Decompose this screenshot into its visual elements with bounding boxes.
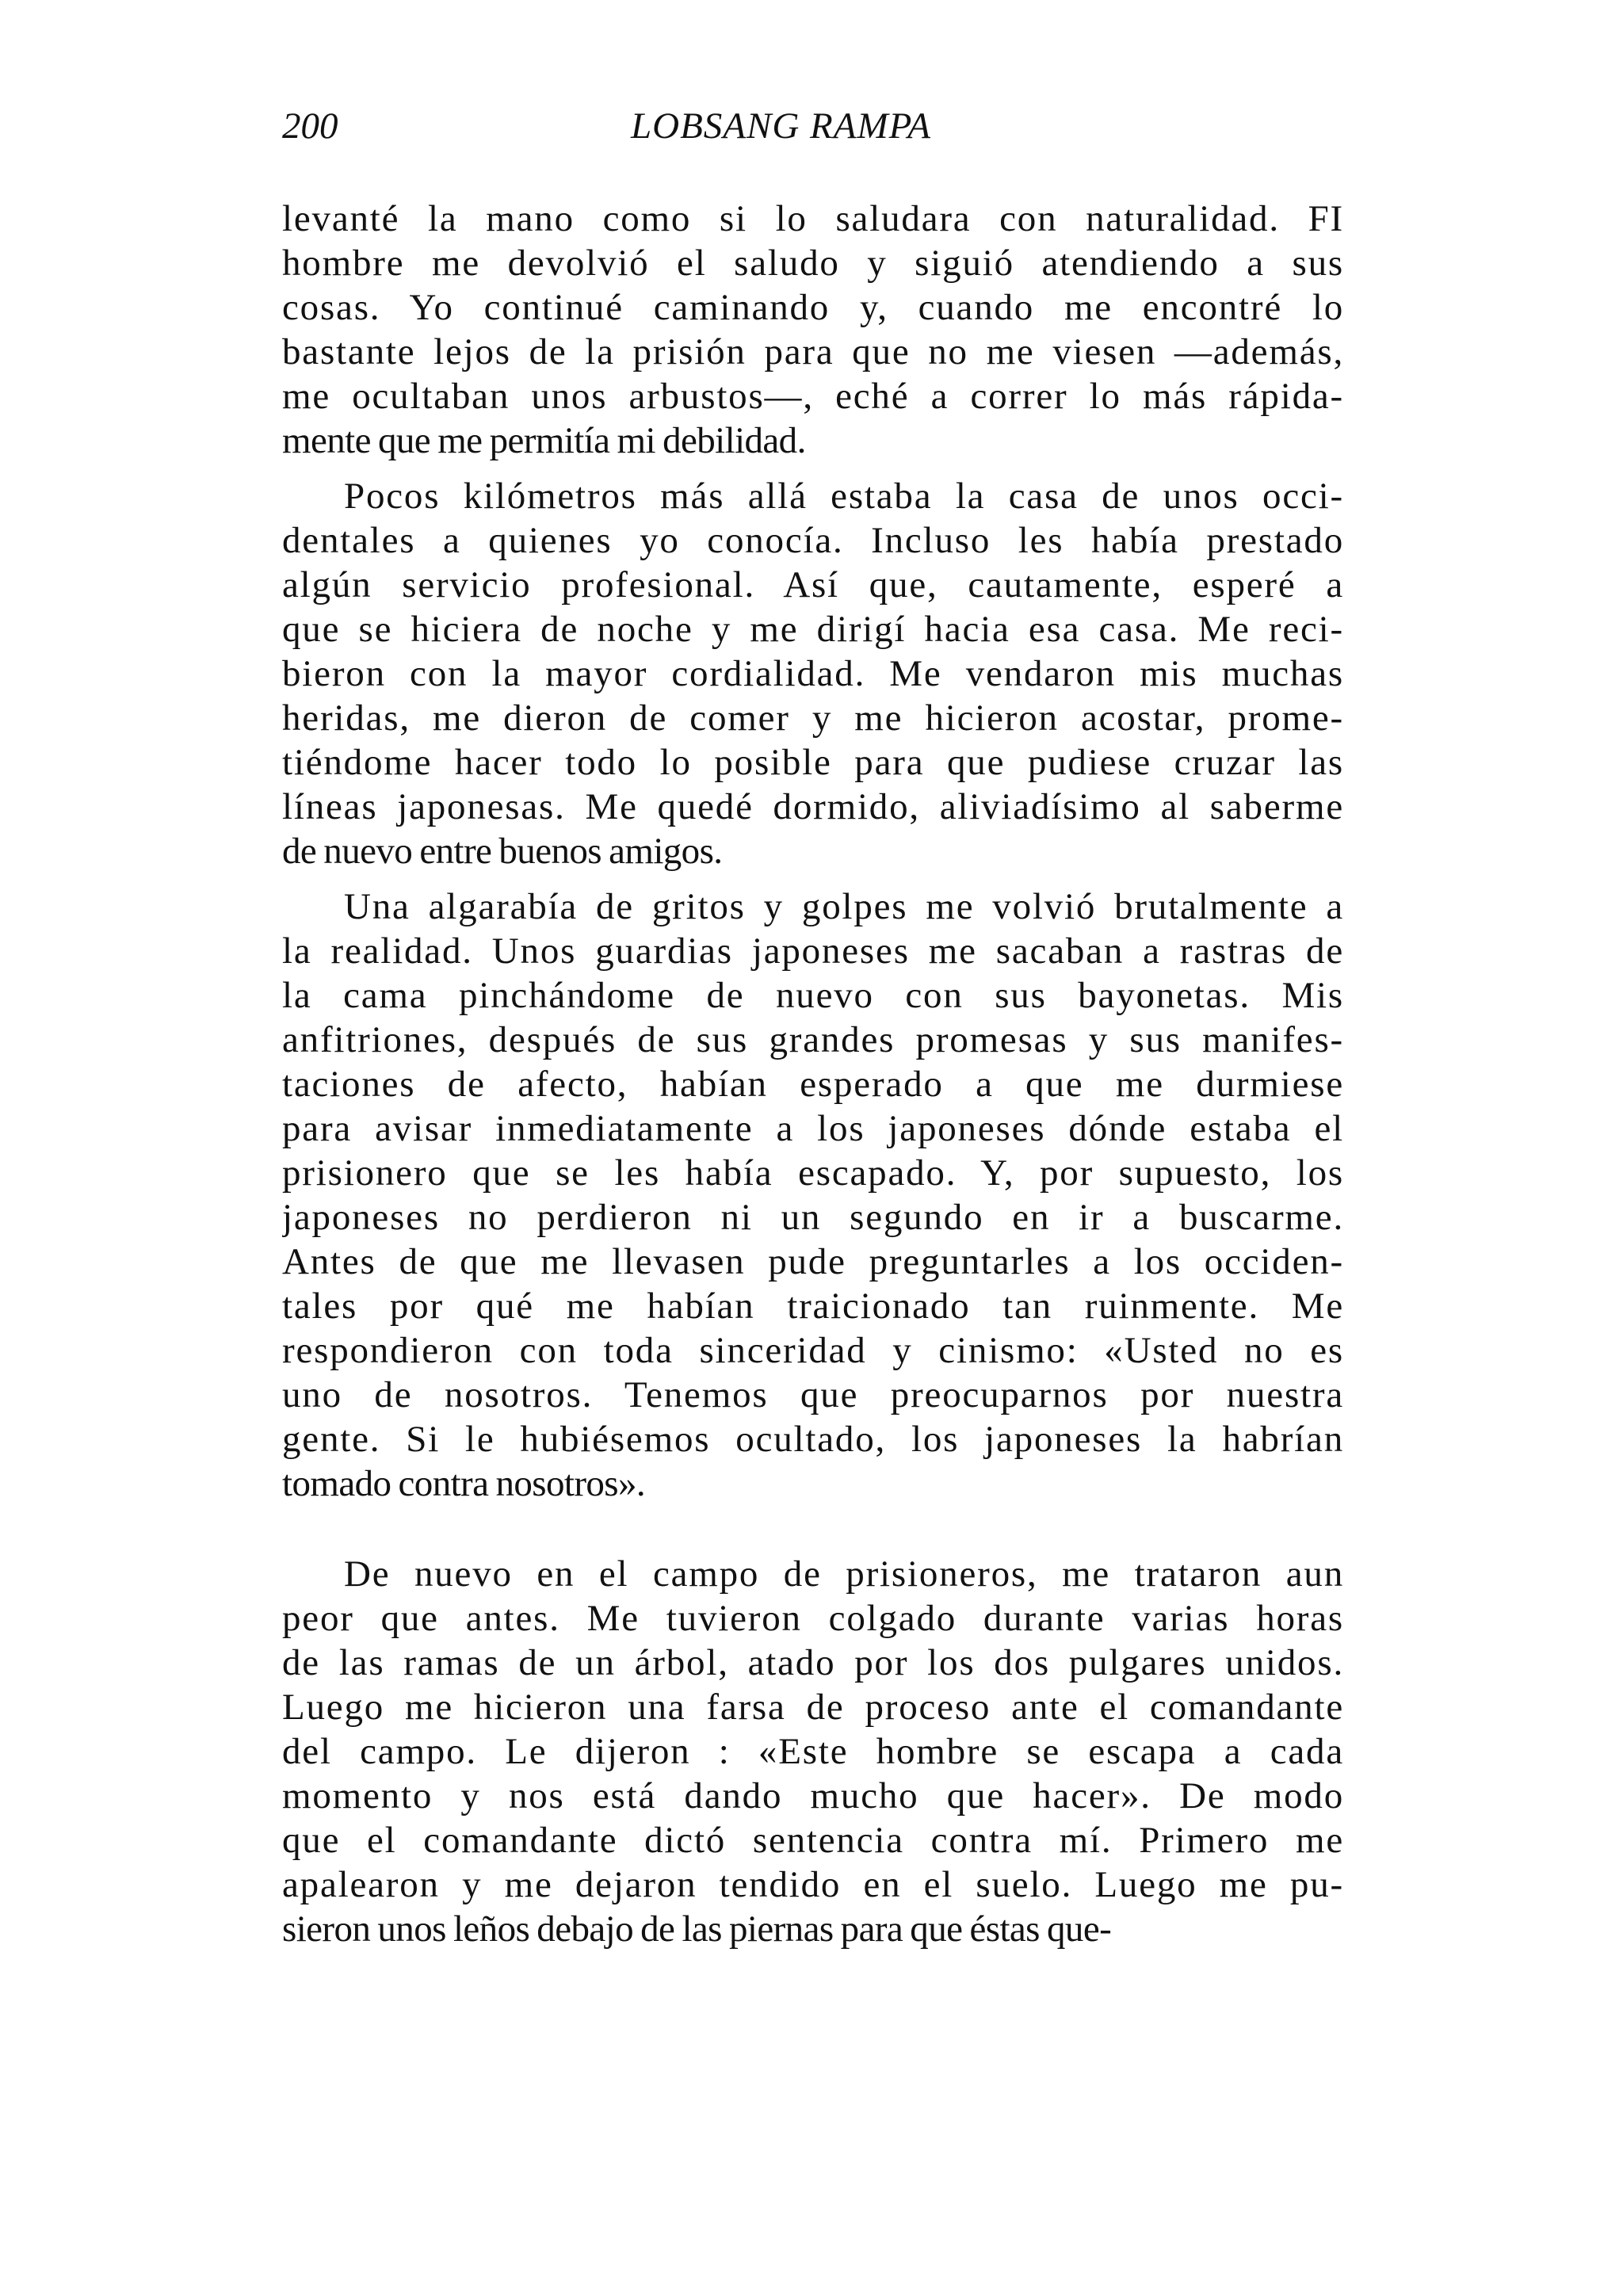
text-line: apalearon y me dejaron tendido en el suelo. Luego me pu- bbox=[282, 1864, 1344, 1905]
text-line: me ocultaban unos arbustos—, eché a correr lo más rápida- bbox=[282, 376, 1344, 417]
text-line: prisionero que se les había escapado. Y, por supuesto, los bbox=[282, 1152, 1344, 1194]
text-line: la cama pinchándome de nuevo con sus bayonetas. Mis bbox=[282, 975, 1344, 1016]
text-line: que se hiciera de noche y me dirigí hacia esa casa. Me reci- bbox=[282, 609, 1344, 650]
text-line: momento y nos está dando mucho que hacer». De modo bbox=[282, 1775, 1344, 1817]
text-line: sieron unos leños debajo de las piernas para que éstas que- bbox=[282, 1908, 1112, 1950]
text-line: bieron con la mayor cordialidad. Me vendaron mis muchas bbox=[282, 653, 1344, 694]
text-line: de las ramas de un árbol, atado por los dos pulgares unidos. bbox=[282, 1642, 1344, 1683]
text-line: bastante lejos de la prisión para que no me viesen —además, bbox=[282, 331, 1344, 372]
text-line: que el comandante dictó sentencia contra mí. Primero me bbox=[282, 1820, 1344, 1861]
text-line: Pocos kilómetros más allá estaba la casa de unos occi- bbox=[344, 476, 1344, 517]
text-line: De nuevo en el campo de prisioneros, me trataron aun bbox=[344, 1553, 1344, 1595]
text-line: gente. Si le hubiésemos ocultado, los japoneses la habrían bbox=[282, 1419, 1344, 1460]
text-line: heridas, me dieron de comer y me hicieron acostar, prome- bbox=[282, 697, 1344, 739]
paragraph bbox=[282, 884, 1344, 1506]
text-line: mente que me permitía mi debilidad. bbox=[282, 420, 806, 461]
paragraph bbox=[282, 197, 1344, 463]
running-head bbox=[282, 105, 1344, 152]
paragraph bbox=[282, 1552, 1344, 1951]
text-line: tiéndome hacer todo lo posible para que pudiese cruzar las bbox=[282, 742, 1344, 783]
text-line: peor que antes. Me tuvieron colgado durante varias horas bbox=[282, 1598, 1344, 1639]
text-line: algún servicio profesional. Así que, cautamente, esperé a bbox=[282, 564, 1344, 606]
paragraph bbox=[282, 474, 1344, 873]
text-line: Antes de que me llevasen pude preguntarles a los occiden- bbox=[282, 1241, 1344, 1282]
text-line: taciones de afecto, habían esperado a que me durmiese bbox=[282, 1064, 1344, 1105]
text-line: tales por qué me habían traicionado tan ruinmente. Me bbox=[282, 1286, 1344, 1327]
body-text bbox=[282, 197, 1344, 1962]
text-line: dentales a quienes yo conocía. Incluso les había prestado bbox=[282, 520, 1344, 561]
text-line: la realidad. Unos guardias japoneses me sacaban a rastras de bbox=[282, 930, 1344, 972]
text-line: hombre me devolvió el saludo y siguió atendiendo a sus bbox=[282, 243, 1344, 284]
text-line: japoneses no perdieron ni un segundo en ir a buscarme. bbox=[282, 1197, 1344, 1238]
text-line: uno de nosotros. Tenemos que preocuparnos por nuestra bbox=[282, 1374, 1344, 1415]
text-line: cosas. Yo continué caminando y, cuando me encontré lo bbox=[282, 287, 1344, 328]
text-line: de nuevo entre buenos amigos. bbox=[282, 831, 723, 872]
text-line: Luego me hicieron una farsa de proceso ante el comandante bbox=[282, 1687, 1344, 1728]
text-line: tomado contra nosotros». bbox=[282, 1463, 646, 1504]
text-line: levanté la mano como si lo saludara con naturalidad. FI bbox=[282, 198, 1344, 239]
book-title: LOBSANG RAMPA bbox=[631, 105, 931, 147]
text-line: Una algarabía de gritos y golpes me volvió brutalmente a bbox=[344, 886, 1344, 927]
text-line: líneas japonesas. Me quedé dormido, aliviadísimo al saberme bbox=[282, 786, 1344, 827]
text-line: para avisar inmediatamente a los japoneses dónde estaba el bbox=[282, 1108, 1344, 1149]
text-line: anfitriones, después de sus grandes promesas y sus manifes- bbox=[282, 1019, 1344, 1060]
text-line: respondieron con toda sinceridad y cinismo: «Usted no es bbox=[282, 1330, 1344, 1371]
page-number: 200 bbox=[282, 105, 338, 147]
text-line: del campo. Le dijeron : «Este hombre se escapa a cada bbox=[282, 1731, 1344, 1772]
